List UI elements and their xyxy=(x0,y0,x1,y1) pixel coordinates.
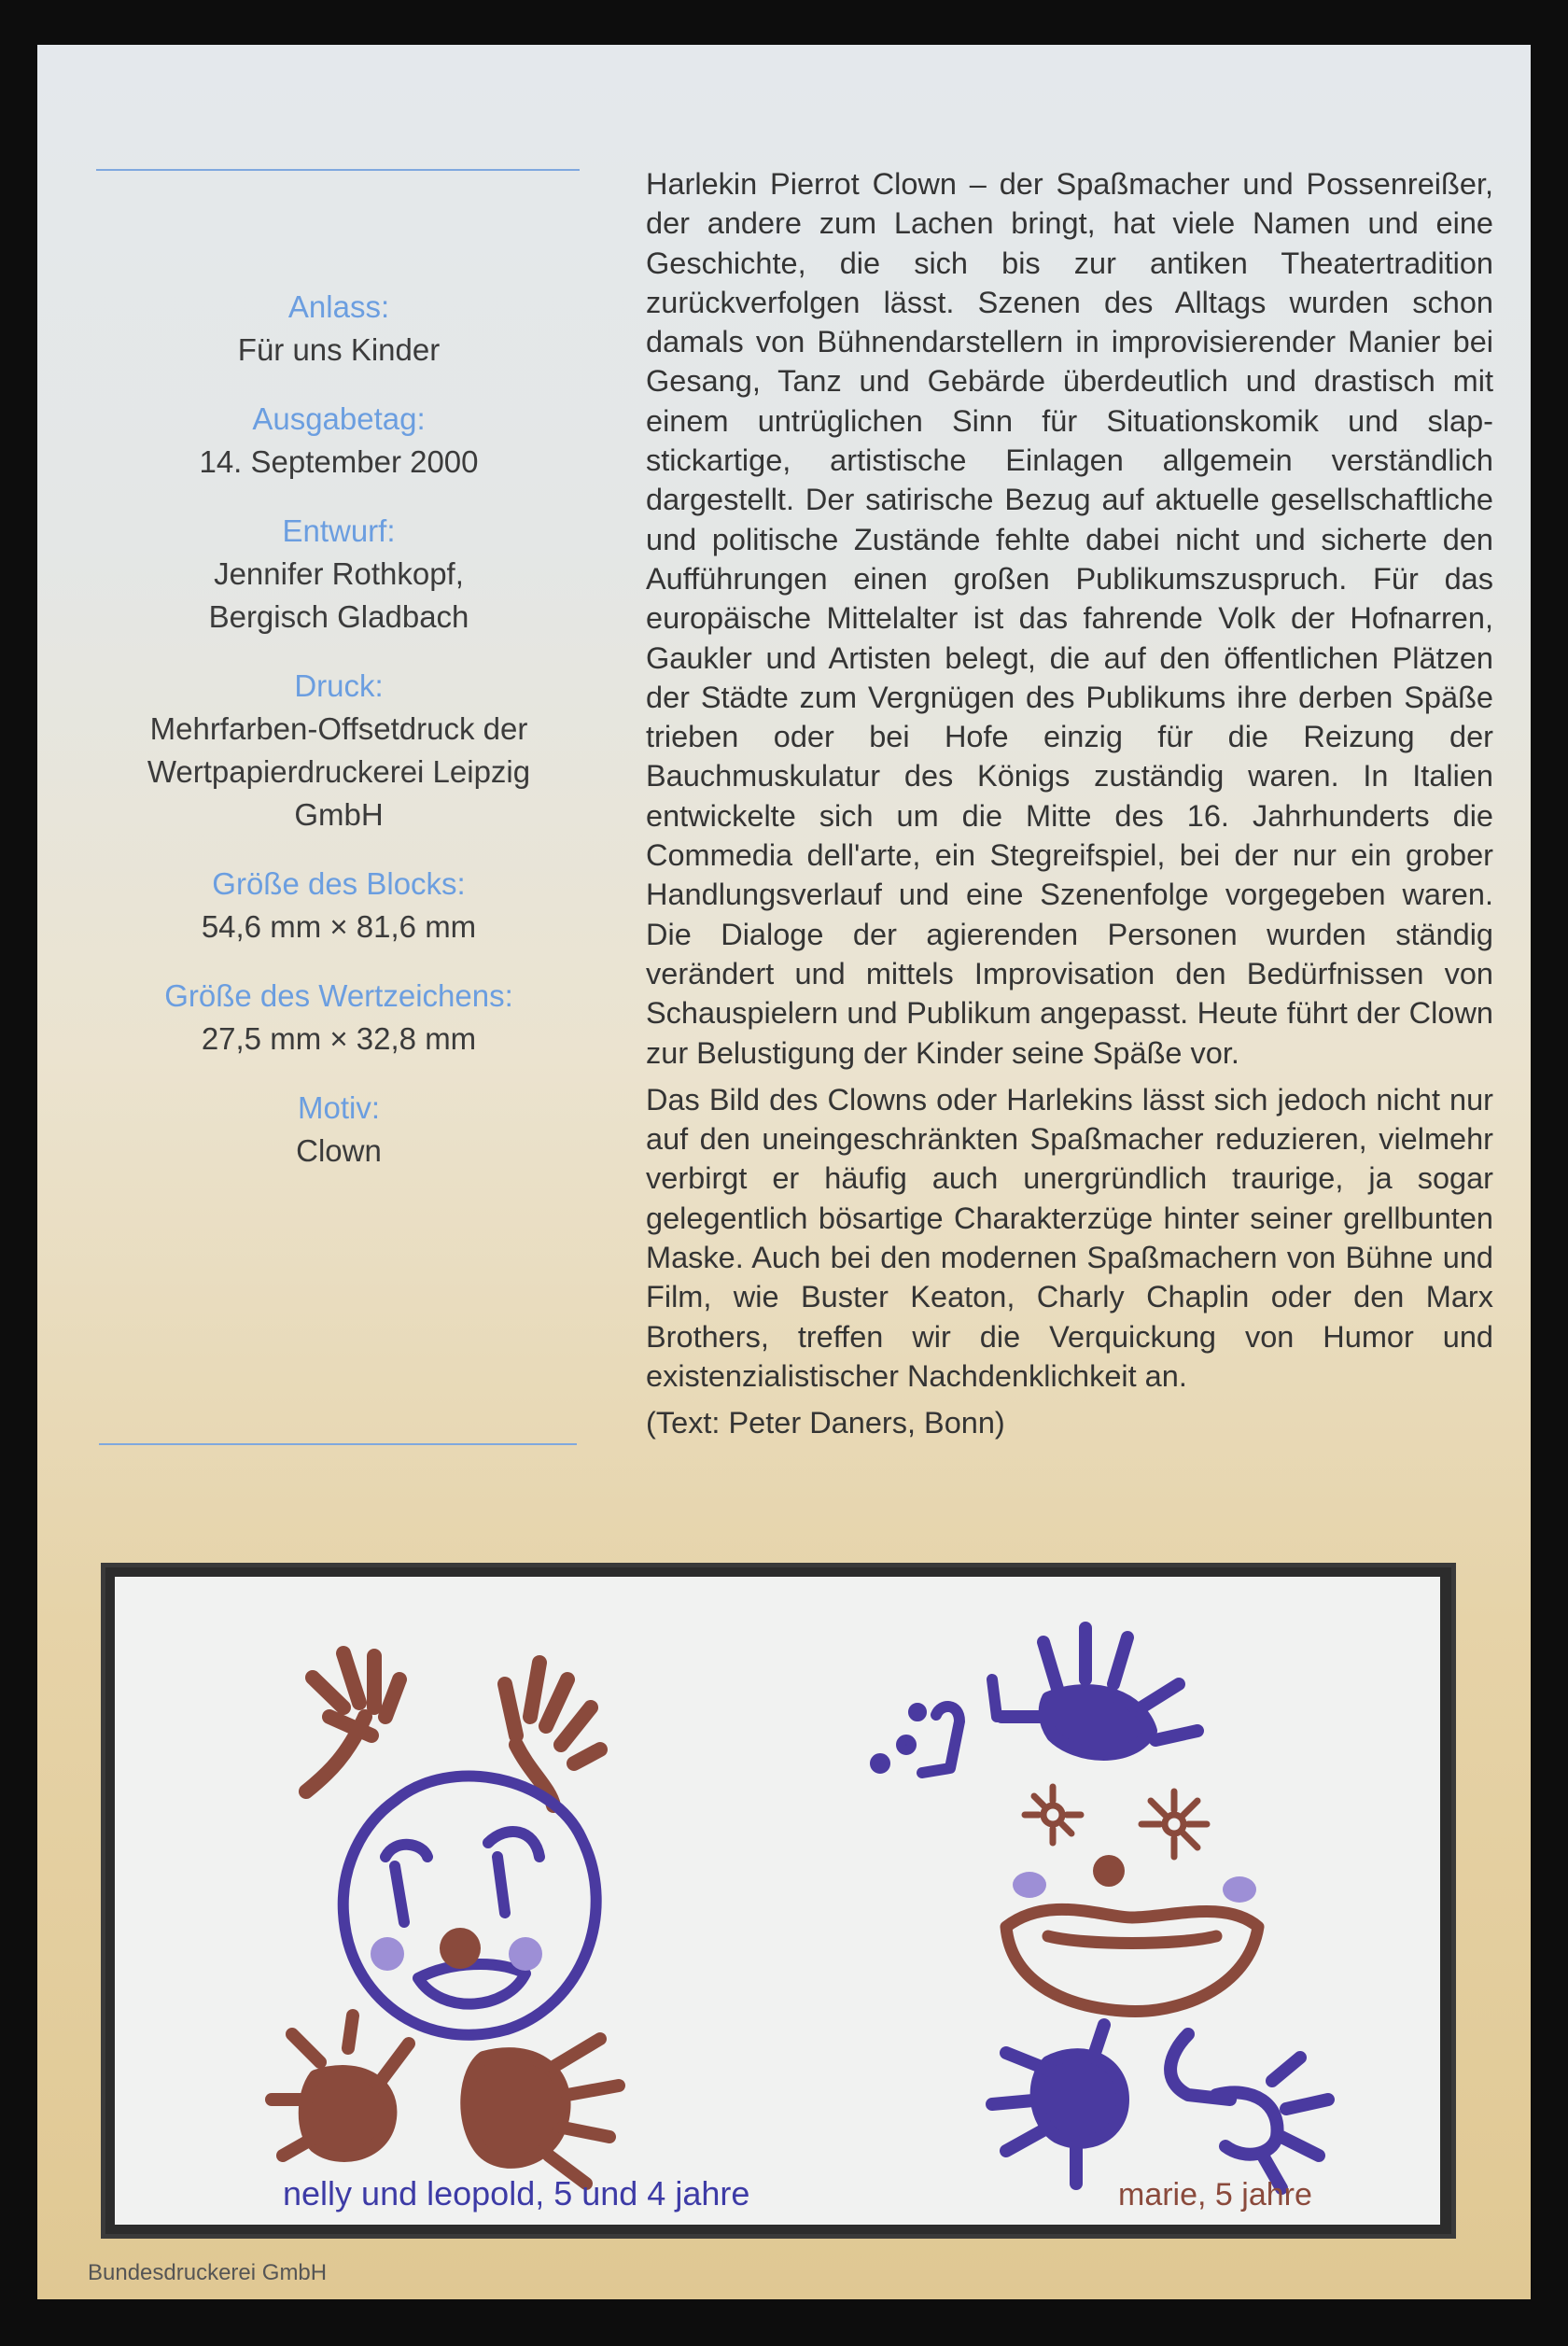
info-label: Motiv: xyxy=(297,1090,380,1125)
info-stamp-size xyxy=(96,975,581,1061)
clown-drawings xyxy=(115,1577,1440,2225)
star-eye-left xyxy=(1025,1787,1081,1843)
info-value: 54,6 mm × 81,6 mm xyxy=(201,909,477,944)
handprint-bottom-left xyxy=(992,2025,1123,2184)
info-value: Mehrfarben-Offsetdruck der Wertpapierdruckerei Leipzig GmbH xyxy=(147,711,531,832)
article-paragraph-1: Harlekin Pierrot Clown – der Spaßmacher und Possenreißer, der andere zum Lachen bringt, hat viele Namen und eine Geschichte, die sich bis zur antiken Theatertradition zurückverfolgen lässt. Szenen des Alltags wurden schon damals von Bühnendarstellern in improvisierender Manier bei Gesang, Tanz und Gebärde überdeutlich und drastisch mit einem untrüglichen Sinn für Situationskomik und slapstickartige, artistische Einlagen allgemein verständlich dargestellt. Der satirische Bezug auf aktuelle gesellschaftliche und politische Zustände fehlte dabei nicht und sicherte den Aufführungen einen großen Publikumszuspruch. Für das europäische Mittelalter ist das fahrende Volk der Hofnarren, Gaukler und Artisten belegt, die auf den öffentlichen Plätzen der Städte zum Vergnügen des Publikums ihre derben Späße trieben oder bei Hofe einzig für die Reizung der Bauchmuskulatur des Königs zuständig waren. In Italien entwickelte sich um die Mitte des 16. Jahrhunderts die Commedia dell'arte, ein Stegreifspiel, bei der nur ein grober Handlungsverlauf und eine Szenenfolge vorgegeben waren. Die Dialoge der agierenden Personen wurden ständig verändert und mittels Improvisation den Bedürfnissen von Schauspielern und Publikum angepasst. Heute führt der Clown zur Belustigung der Kinder seine Späße vor. xyxy=(646,167,1493,1070)
caption-left: nelly und leopold, 5 und 4 jahre xyxy=(283,2174,750,2213)
article-paragraph-2: Das Bild des Clowns oder Harlekins lässt sich jedoch nicht nur auf den uneingeschränkten Spaßmacher reduzieren, vielmehr verbirgt er häufig auch unergründlich traurige, ja sogar gelegentlich bösartige Charakterzüge hinter seiner grellbunten Maske. Auch bei den modernen Spaßmachern von Bühne und Film, wie Buster Keaton, Charly Chaplin oder den Marx Brothers, treffen wir die Verquickung von Humor und existenzialistischer Nachdenklichkeit an. xyxy=(646,1082,1493,1393)
handprint-top xyxy=(1001,1628,1197,1754)
printer-credit: Bundesdruckerei GmbH xyxy=(88,2260,328,2285)
info-label: Größe des Blocks: xyxy=(212,866,466,901)
clown-nose-left xyxy=(440,1928,481,1969)
info-value: 14. September 2000 xyxy=(199,444,479,479)
info-value: Für uns Kinder xyxy=(237,332,441,367)
info-label: Größe des Wertzeichens: xyxy=(164,978,513,1013)
text-credit: (Text: Peter Daners, Bonn) xyxy=(646,1406,1005,1440)
info-value: 27,5 mm × 32,8 mm xyxy=(201,1021,477,1056)
info-label: Ausgabetag: xyxy=(252,401,426,436)
paint-splatter xyxy=(875,1679,997,1773)
info-block-size xyxy=(96,863,581,948)
left-clown xyxy=(272,1653,619,2184)
info-label: Entwurf: xyxy=(282,513,396,548)
info-issue-date xyxy=(96,398,581,484)
bottom-divider xyxy=(99,1443,577,1445)
children-drawing xyxy=(115,1577,1440,2225)
clown-cheek-left xyxy=(371,1937,404,1971)
stamp-info-column xyxy=(96,286,581,1199)
handprint-top-left xyxy=(306,1653,399,1791)
star-eye-right xyxy=(1141,1791,1207,1857)
info-label: Druck: xyxy=(294,668,384,703)
right-clown xyxy=(875,1628,1328,2188)
info-label: Anlass: xyxy=(287,289,390,324)
info-design xyxy=(96,510,581,639)
top-divider xyxy=(96,169,580,171)
clown-cheek-right xyxy=(509,1937,542,1971)
info-value: Jennifer Rothkopf, Bergisch Gladbach xyxy=(208,556,469,634)
clown-cheek-left xyxy=(1013,1872,1046,1898)
handprint-bottom-right xyxy=(467,2039,619,2184)
handprint-bottom-right xyxy=(1170,2034,1328,2188)
souvenir-sheet xyxy=(37,45,1531,2299)
article-text xyxy=(646,164,1493,1451)
stamp-block-image xyxy=(101,1563,1456,2239)
info-occasion xyxy=(96,286,581,372)
clown-cheek-right xyxy=(1223,1876,1256,1903)
info-printing xyxy=(96,665,581,836)
clown-mouth xyxy=(1006,1909,1258,2011)
clown-nose-right xyxy=(1093,1855,1125,1887)
caption-right: marie, 5 jahre xyxy=(1118,2177,1312,2213)
info-motif xyxy=(96,1087,581,1173)
handprint-bottom-left xyxy=(272,2016,409,2156)
info-value: Clown xyxy=(296,1133,382,1168)
clown-face-left xyxy=(343,1777,596,2035)
